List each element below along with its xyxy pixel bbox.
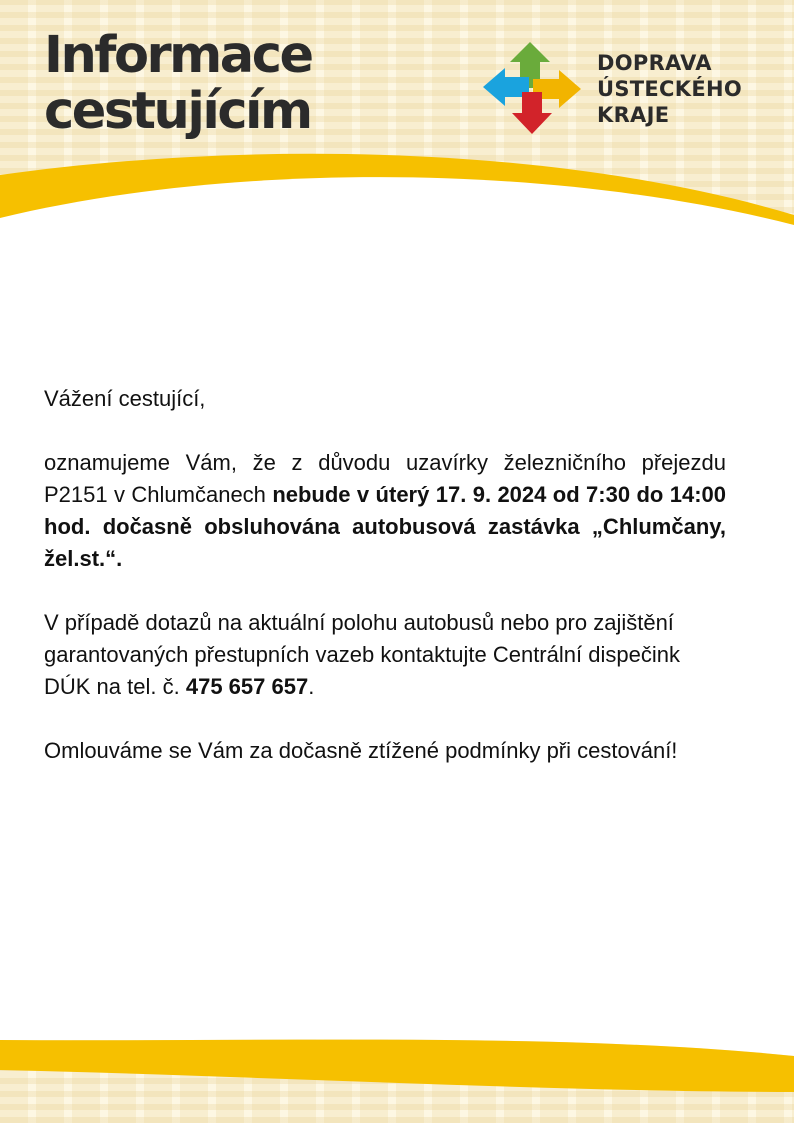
duk-logo	[483, 40, 773, 140]
contact-text: V případě dotazů na aktuální polohu autobusů nebo pro zajištění garantovaných přestupních vazeb kontaktujte Centrální dispečink DÚK na tel. č.	[44, 610, 680, 699]
logo-text-line-2: ÚSTECKÉHO	[597, 77, 743, 101]
dispatch-phone-number: 475 657 657	[185, 674, 309, 699]
footer-yellow-swoosh	[0, 1012, 794, 1123]
logo-wordmark	[597, 50, 742, 128]
logo-text-line-3: KRAJE	[597, 103, 670, 127]
header-yellow-swoosh	[0, 140, 794, 270]
notice-paragraph-closure	[44, 447, 726, 575]
closure-highlight: nebude v úterý 17. 9. 2024 od 7:30 do 14:00 hod. dočasně obsluhována autobusová zastávka „Chlumčany, žel.st.“.	[44, 482, 727, 571]
logo-text-line-1: DOPRAVA	[597, 51, 712, 75]
title-line-2: cestujícím	[44, 82, 311, 141]
greeting: Vážení cestující,	[44, 386, 206, 411]
notice-paragraph-apology: Omlouváme se Vám za dočasně ztížené podmínky při cestování!	[44, 738, 678, 763]
closure-text: oznamujeme Vám, že z důvodu uzavírky železničního přejezdu P2151 v Chlumčanech	[44, 450, 726, 507]
contact-text-end: .	[308, 674, 315, 699]
title-line-1: Informace	[44, 26, 312, 85]
notice-body	[44, 383, 726, 799]
four-arrows-logo-icon	[483, 40, 581, 136]
notice-paragraph-contact	[44, 607, 726, 703]
page-title	[44, 28, 312, 140]
